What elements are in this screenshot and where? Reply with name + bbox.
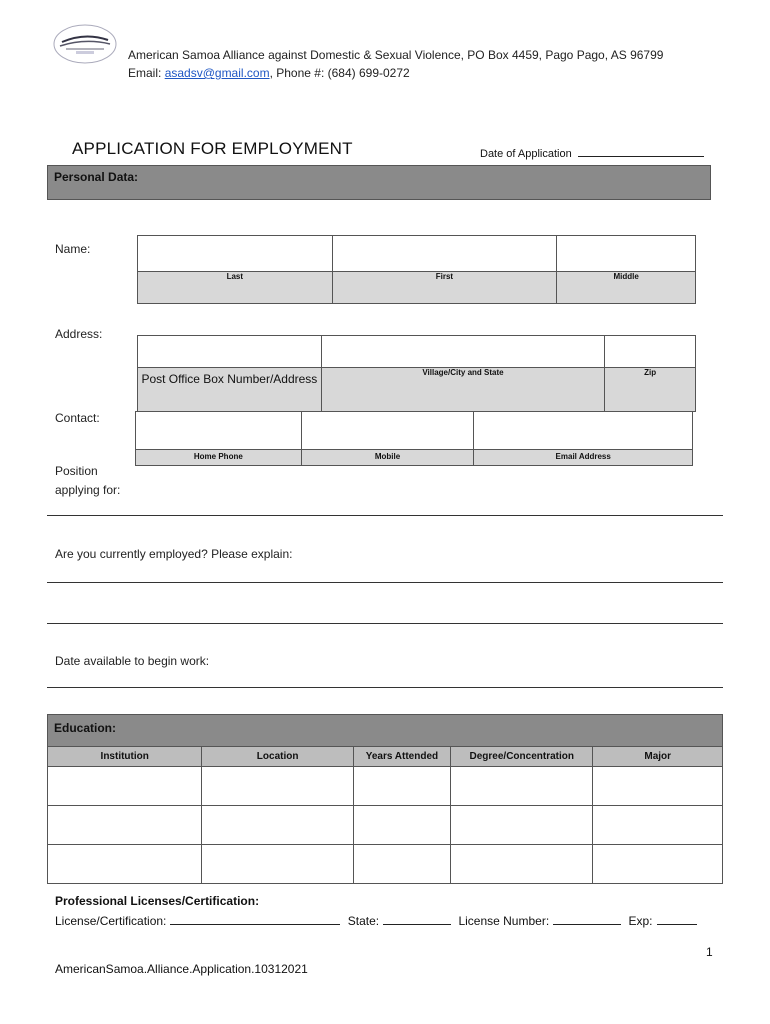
education-cell[interactable]: [451, 806, 593, 845]
zip-caption: Zip: [605, 368, 696, 412]
personal-data-header: Personal Data:: [47, 165, 711, 200]
zip-field[interactable]: [605, 336, 696, 368]
table-row: [48, 767, 723, 806]
last-name-field[interactable]: [138, 236, 333, 272]
address-label: Address:: [55, 327, 103, 341]
mobile-caption: Mobile: [301, 450, 474, 466]
contact-info-line: [128, 66, 410, 80]
phone-text: , Phone #: (684) 699-0272: [269, 66, 410, 80]
education-cell[interactable]: [593, 767, 723, 806]
license-field[interactable]: [170, 913, 340, 925]
first-name-caption: First: [332, 272, 557, 304]
education-table: [47, 746, 723, 884]
education-cell[interactable]: [48, 767, 202, 806]
degree-column: Degree/Concentration: [451, 747, 593, 767]
email-address-caption: Email Address: [474, 450, 693, 466]
email-link[interactable]: asadsv@gmail.com: [164, 66, 270, 80]
major-column: Major: [593, 747, 723, 767]
education-cell[interactable]: [202, 806, 353, 845]
last-name-caption: Last: [138, 272, 333, 304]
village-city-caption: Village/City and State: [321, 368, 604, 412]
license-number-field[interactable]: [553, 913, 621, 925]
institution-column: Institution: [48, 747, 202, 767]
contact-table: [135, 411, 693, 466]
education-cell[interactable]: [202, 767, 353, 806]
licenses-title: Professional Licenses/Certification:: [55, 894, 260, 908]
education-header: Education:: [47, 714, 723, 747]
email-address-field[interactable]: [474, 412, 693, 450]
years-attended-column: Years Attended: [353, 747, 450, 767]
exp-label: Exp:: [628, 914, 653, 928]
position-label: Position applying for:: [55, 464, 121, 497]
footer-doc-id: AmericanSamoa.Alliance.Application.10312021: [55, 962, 308, 976]
village-city-field[interactable]: [321, 336, 604, 368]
table-row: [48, 845, 723, 884]
address-table: [137, 335, 696, 412]
education-cell[interactable]: [353, 767, 450, 806]
location-column: Location: [202, 747, 353, 767]
po-box-caption: Post Office Box Number/Address: [138, 368, 322, 412]
organization-logo: [52, 22, 118, 66]
license-label: License/Certification:: [55, 914, 167, 928]
date-available-label: Date available to begin work:: [55, 654, 210, 668]
exp-field[interactable]: [657, 913, 697, 925]
licenses-line: [55, 913, 701, 928]
email-label: Email:: [128, 66, 165, 80]
home-phone-field[interactable]: [136, 412, 302, 450]
education-cell[interactable]: [451, 767, 593, 806]
employed-question: Are you currently employed? Please explain:: [55, 547, 293, 561]
home-phone-caption: Home Phone: [136, 450, 302, 466]
education-cell[interactable]: [593, 845, 723, 884]
page-number: 1: [706, 945, 713, 959]
name-table: [137, 235, 696, 304]
education-cell[interactable]: [48, 845, 202, 884]
contact-label: Contact:: [55, 411, 100, 425]
organization-info: American Samoa Alliance against Domestic & Sexual Violence, PO Box 4459, Pago Pago, AS 96799: [128, 48, 664, 62]
state-label: State:: [347, 914, 380, 928]
education-cell[interactable]: [593, 806, 723, 845]
position-line[interactable]: [47, 515, 723, 516]
education-cell[interactable]: [353, 845, 450, 884]
table-row: [48, 806, 723, 845]
first-name-field[interactable]: [332, 236, 557, 272]
education-cell[interactable]: [202, 845, 353, 884]
date-of-application-label: Date of Application: [480, 148, 572, 160]
education-cell[interactable]: [353, 806, 450, 845]
page-title: APPLICATION FOR EMPLOYMENT: [72, 139, 353, 158]
employed-answer-line-1[interactable]: [47, 582, 723, 583]
mobile-field[interactable]: [301, 412, 474, 450]
education-cell[interactable]: [48, 806, 202, 845]
employed-answer-line-2[interactable]: [47, 623, 723, 624]
middle-name-field[interactable]: [557, 236, 696, 272]
middle-name-caption: Middle: [557, 272, 696, 304]
date-available-line[interactable]: [47, 687, 723, 688]
license-number-label: License Number:: [458, 914, 550, 928]
name-label: Name:: [55, 242, 91, 256]
education-cell[interactable]: [451, 845, 593, 884]
date-of-application: [480, 146, 704, 160]
date-of-application-field[interactable]: [578, 146, 704, 157]
po-box-field[interactable]: [138, 336, 322, 368]
state-field[interactable]: [383, 913, 451, 925]
